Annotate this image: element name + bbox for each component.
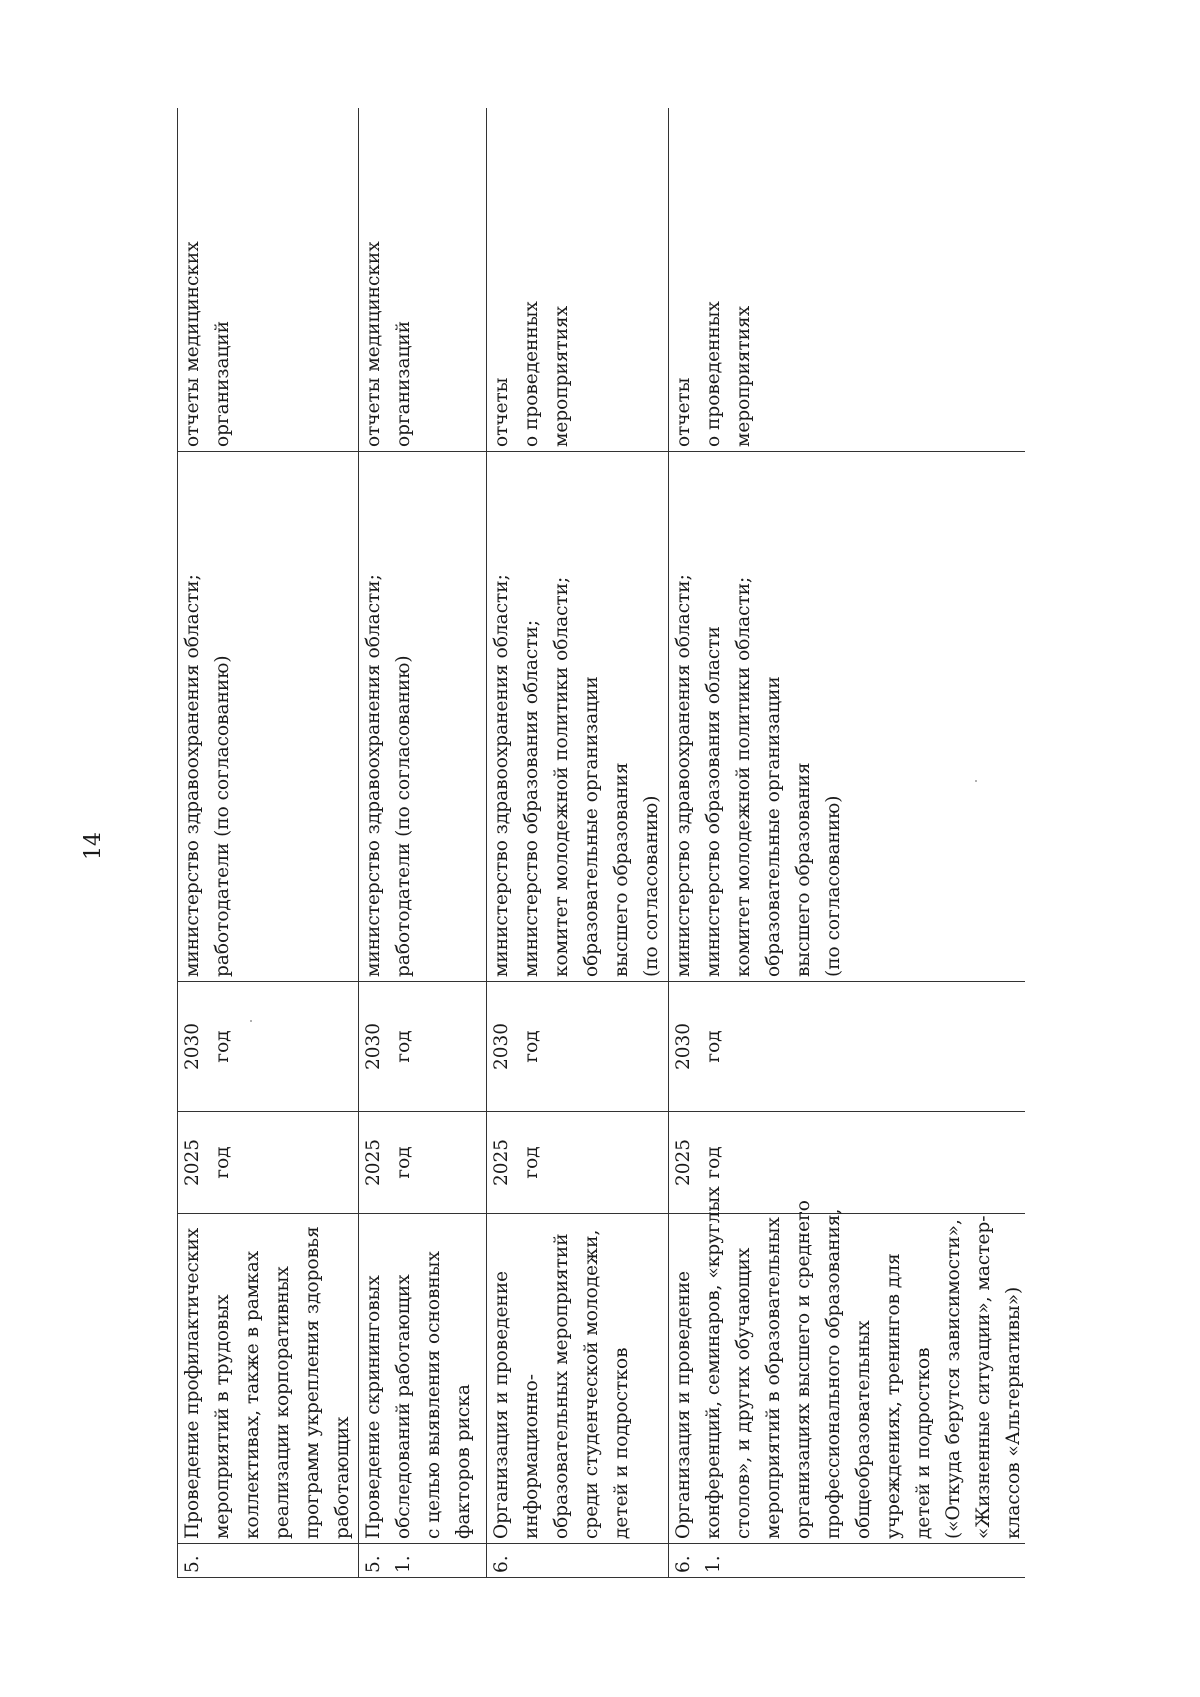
responsible-line: министерство здравоохранения области;	[182, 574, 203, 977]
form-line: отчеты медицинских	[363, 241, 384, 447]
start-date-cell	[178, 1112, 359, 1214]
end-date-cell	[669, 982, 1026, 1112]
name-line: детей и подростков	[913, 1347, 934, 1539]
name-line: Проведение скрининговых	[363, 1275, 384, 1539]
row-number: 5.	[182, 1555, 203, 1573]
completion-form-cell	[178, 108, 359, 452]
row-number: 5.1.	[363, 1555, 414, 1573]
name-line: программ укрепления здоровья	[302, 1226, 323, 1539]
start-line: 2025	[182, 1138, 203, 1187]
end-line: 2030	[491, 1022, 512, 1071]
responsible-cell	[359, 452, 487, 982]
end-line: год	[521, 1030, 542, 1063]
row-number: 6.	[491, 1555, 512, 1573]
row-number: 6.1.	[673, 1555, 724, 1573]
row-number-cell	[178, 1544, 359, 1578]
name-line: организациях высшего и среднего	[793, 1200, 814, 1539]
scan-speck	[250, 1020, 252, 1022]
start-line: 2025	[491, 1138, 512, 1187]
activity-name-cell	[487, 1214, 669, 1544]
name-line: детей и подростков	[611, 1347, 632, 1539]
activity-name-cell	[669, 1186, 1026, 1544]
name-line: обследований работающих	[393, 1274, 414, 1539]
table-row	[487, 108, 669, 1578]
form-line: мероприятиях	[551, 305, 572, 447]
end-line: год	[703, 1030, 724, 1063]
responsible-line: работодатели (по согласованию)	[212, 655, 233, 977]
completion-form-cell	[669, 108, 1026, 452]
start-date-cell	[487, 1112, 669, 1214]
responsible-line: образовательные организации	[581, 676, 602, 977]
name-line: с целью выявления основных	[423, 1251, 444, 1539]
responsible-line: (по согласованию)	[823, 795, 844, 977]
name-line: общеобразовательных	[853, 1320, 874, 1539]
page-number: 14	[81, 832, 106, 860]
responsible-line: (по согласованию)	[641, 795, 662, 977]
start-date-cell	[359, 1112, 487, 1214]
completion-form-cell	[487, 108, 669, 452]
completion-form-cell	[359, 108, 487, 452]
name-line: реализации корпоративных	[272, 1266, 293, 1539]
name-line: Проведение профилактических	[182, 1227, 203, 1539]
responsible-cell	[669, 452, 1026, 982]
name-line: столов», и других обучающих	[733, 1247, 754, 1539]
end-line: 2030	[182, 1022, 203, 1071]
end-date-cell	[178, 982, 359, 1112]
responsible-line: комитет молодежной политики области;	[551, 576, 572, 977]
responsible-line: образовательные организации	[763, 676, 784, 977]
end-line: 2030	[673, 1022, 694, 1071]
name-line: конференций, семинаров, «круглых	[703, 1186, 724, 1539]
name-line: Организация и проведение	[673, 1270, 694, 1539]
name-line: среди студенческой молодежи,	[581, 1229, 602, 1539]
start-line: 2025	[673, 1138, 694, 1187]
name-line: мероприятий в трудовых	[212, 1294, 233, 1539]
responsible-cell	[178, 452, 359, 982]
name-line: классов «Альтернативы»)	[1003, 1286, 1024, 1539]
responsible-line: министерство здравоохранения области;	[363, 574, 384, 977]
end-date-cell	[359, 982, 487, 1112]
name-line: («Откуда берутся зависимости»,	[943, 1219, 964, 1539]
start-line: год	[212, 1146, 233, 1179]
table-row	[359, 108, 487, 1578]
end-line: год	[393, 1030, 414, 1063]
end-line: год	[212, 1030, 233, 1063]
form-line: отчеты медицинских	[182, 241, 203, 447]
end-line: 2030	[363, 1022, 384, 1071]
row-number-cell	[669, 1544, 1026, 1578]
responsible-line: высшего образования	[793, 762, 814, 977]
responsible-line: министерство здравоохранения области;	[491, 574, 512, 977]
table-viewport	[177, 108, 1025, 1578]
form-line: о проведенных	[703, 301, 724, 447]
responsible-line: министерство здравоохранения области;	[673, 574, 694, 977]
responsible-line: министерство образования области	[703, 626, 724, 977]
table-row	[178, 108, 359, 1578]
form-line: отчеты	[491, 377, 512, 447]
form-line: организаций	[393, 320, 414, 447]
responsible-line: работодатели (по согласованию)	[393, 655, 414, 977]
start-line: год	[703, 1146, 724, 1179]
table-row	[669, 108, 1026, 1578]
form-line: о проведенных	[521, 301, 542, 447]
row-number-cell	[487, 1544, 669, 1578]
responsible-line: министерство образования области;	[521, 619, 542, 977]
activity-name-cell	[359, 1214, 487, 1544]
activity-name-cell	[178, 1214, 359, 1544]
row-number-cell	[359, 1544, 487, 1578]
name-line: профессионального образования,	[823, 1208, 844, 1539]
responsible-line: комитет молодежной политики области;	[733, 576, 754, 977]
name-line: Организация и проведение	[491, 1270, 512, 1539]
name-line: образовательных мероприятий	[551, 1233, 572, 1539]
form-line: отчеты	[673, 377, 694, 447]
start-line: 2025	[363, 1138, 384, 1187]
responsible-cell	[487, 452, 669, 982]
scan-speck	[975, 780, 977, 782]
name-line: факторов риска	[453, 1384, 474, 1539]
form-line: организаций	[212, 320, 233, 447]
responsible-line: высшего образования	[611, 762, 632, 977]
start-line: год	[393, 1146, 414, 1179]
name-line: мероприятий в образовательных	[763, 1217, 784, 1539]
start-line: год	[521, 1146, 542, 1179]
form-line: мероприятиях	[733, 305, 754, 447]
end-date-cell	[487, 982, 669, 1112]
activities-table	[177, 108, 1025, 1578]
name-line: учреждениях, тренингов для	[883, 1253, 904, 1539]
name-line: информационно-	[521, 1374, 542, 1539]
name-line: «Жизненные ситуации», мастер-	[973, 1215, 994, 1539]
name-line: работающих	[332, 1416, 353, 1539]
name-line: коллективах, также в рамках	[242, 1250, 263, 1539]
